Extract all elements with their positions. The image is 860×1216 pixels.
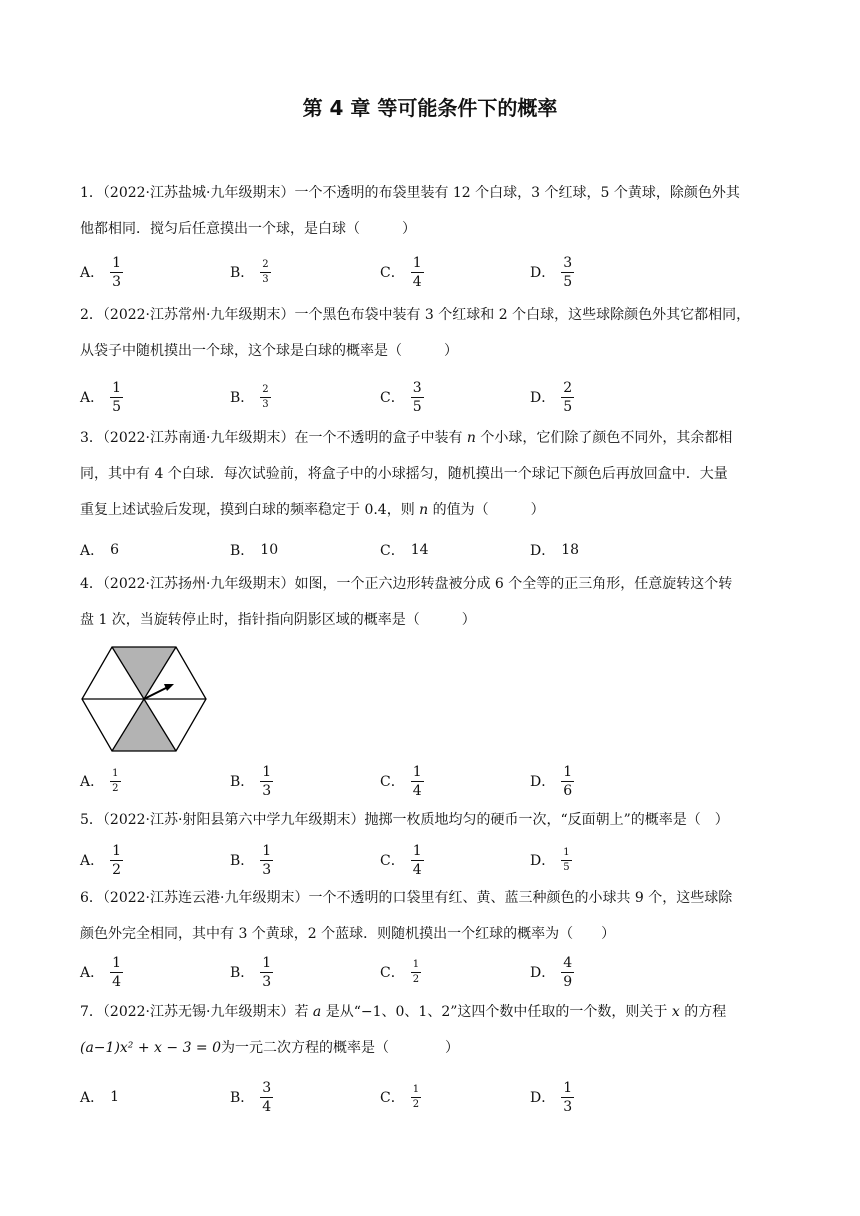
option-b[interactable]: B． 10 [230, 542, 279, 559]
option-d[interactable]: D． $\frac{1}{3}$ [530, 1079, 573, 1115]
option-a[interactable]: A． $\frac{1}{5}$ [80, 379, 122, 415]
question-text: (a−1)x² + x − 3 = 0为一元二次方程的概率是（ ） [80, 1040, 460, 1056]
option-a[interactable]: A． 6 [80, 542, 120, 559]
question-text: 6．（2022·江苏连云港·九年级期末）一个不透明的口袋里有红、黄、蓝三种颜色的小球共 9 个，这些球除 [80, 890, 733, 906]
option-c[interactable]: C． 14 [380, 542, 429, 559]
question-text: 5．（2022·江苏·射阳县第六中学九年级期末）抛掷一枚质地均匀的硬币一次，“反面朝上”的概率是（ ） [80, 812, 729, 828]
options-5 [80, 838, 780, 882]
shaded-bottom-triangle [112, 699, 176, 751]
shaded-top-triangle [112, 647, 176, 699]
question-text: 他都相同．搅匀后任意摸出一个球，是白球（ ） [80, 221, 416, 237]
question-text: 从袋子中随机摸出一个球，这个球是白球的概率是（ ） [80, 343, 458, 359]
option-d[interactable]: D． 18 [530, 542, 580, 559]
question-4 [80, 566, 780, 638]
question-text: 1．（2022·江苏盐城·九年级期末）一个不透明的布袋里装有 12 个白球，3 个红球，5 个黄球，除颜色外其 [80, 185, 740, 201]
question-text: 7．（2022·江苏无锡·九年级期末）若 a 是从“−1、0、1、2”这四个数中任取的一个数，则关于 x 的方程 [80, 1004, 727, 1020]
option-c[interactable]: C． $\frac{1}{2}$ [380, 958, 420, 985]
question-text: 同，其中有 4 个白球．每次试验前，将盒子中的小球摇匀，随机摸出一个球记下颜色后再放回盒中．大量 [80, 466, 728, 482]
option-c[interactable]: C． $\frac{1}{4}$ [380, 254, 422, 290]
option-c[interactable]: C． $\frac{1}{4}$ [380, 763, 422, 799]
question-2 [80, 297, 780, 369]
options-7 [80, 1075, 780, 1119]
option-a[interactable]: A． $\frac{1}{3}$ [80, 254, 122, 290]
page-title: 第 4 章 等可能条件下的概率 [302, 96, 558, 120]
option-b[interactable]: B． $\frac{1}{3}$ [230, 842, 272, 878]
options-2 [80, 375, 780, 419]
equation: (a−1)x² + x − 3 = 0 [80, 1040, 222, 1056]
question-text: 3．（2022·江苏南通·九年级期末）在一个不透明的盒子中装有 n 个小球，它们除了颜色不同外，其余都相 [80, 430, 733, 446]
option-a[interactable]: A． $\frac{1}{2}$ [80, 842, 122, 878]
option-b[interactable]: B． $\frac{2}{3}$ [230, 258, 269, 285]
option-a[interactable]: A． 1 [80, 1089, 120, 1106]
question-1 [80, 175, 780, 247]
question-5 [80, 802, 780, 838]
question-text: 颜色外完全相同，其中有 3 个黄球，2 个蓝球．则随机摸出一个红球的概率为（ ） [80, 926, 616, 942]
question-6 [80, 880, 780, 952]
option-d[interactable]: D． $\frac{1}{6}$ [530, 763, 573, 799]
arrow-head-icon [164, 684, 174, 691]
options-4 [80, 759, 780, 803]
option-b[interactable]: B． $\frac{2}{3}$ [230, 383, 269, 410]
options-1 [80, 250, 780, 294]
option-b[interactable]: B． $\frac{1}{3}$ [230, 954, 272, 990]
option-d[interactable]: D． $\frac{4}{9}$ [530, 954, 573, 990]
question-7 [80, 994, 780, 1066]
option-c[interactable]: C． $\frac{3}{5}$ [380, 379, 422, 415]
question-text: 2．（2022·江苏常州·九年级期末）一个黑色布袋中装有 3 个红球和 2 个白球，这些球除颜色外其它都相同， [80, 307, 751, 323]
option-b[interactable]: B． $\frac{3}{4}$ [230, 1079, 272, 1115]
question-text: 盘 1 次，当旋转停止时，指针指向阴影区域的概率是（ ） [80, 612, 476, 628]
hexagon-spinner-figure [80, 644, 208, 754]
option-c[interactable]: C． $\frac{1}{4}$ [380, 842, 422, 878]
question-3 [80, 420, 780, 528]
option-c[interactable]: C． $\frac{1}{2}$ [380, 1083, 420, 1110]
option-d[interactable]: D． $\frac{3}{5}$ [530, 254, 573, 290]
option-d[interactable]: D． $\frac{1}{5}$ [530, 846, 570, 873]
option-d[interactable]: D． $\frac{2}{5}$ [530, 379, 573, 415]
question-text: 重复上述试验后发现，摸到白球的频率稳定于 0.4，则 n 的值为（ ） [80, 502, 545, 518]
question-text: 4．（2022·江苏扬州·九年级期末）如图，一个正六边形转盘被分成 6 个全等的正三角形，任意旋转这个转 [80, 576, 733, 592]
option-b[interactable]: B． $\frac{1}{3}$ [230, 763, 272, 799]
option-a[interactable]: A． $\frac{1}{2}$ [80, 767, 119, 794]
options-6 [80, 950, 780, 994]
option-a[interactable]: A． $\frac{1}{4}$ [80, 954, 122, 990]
